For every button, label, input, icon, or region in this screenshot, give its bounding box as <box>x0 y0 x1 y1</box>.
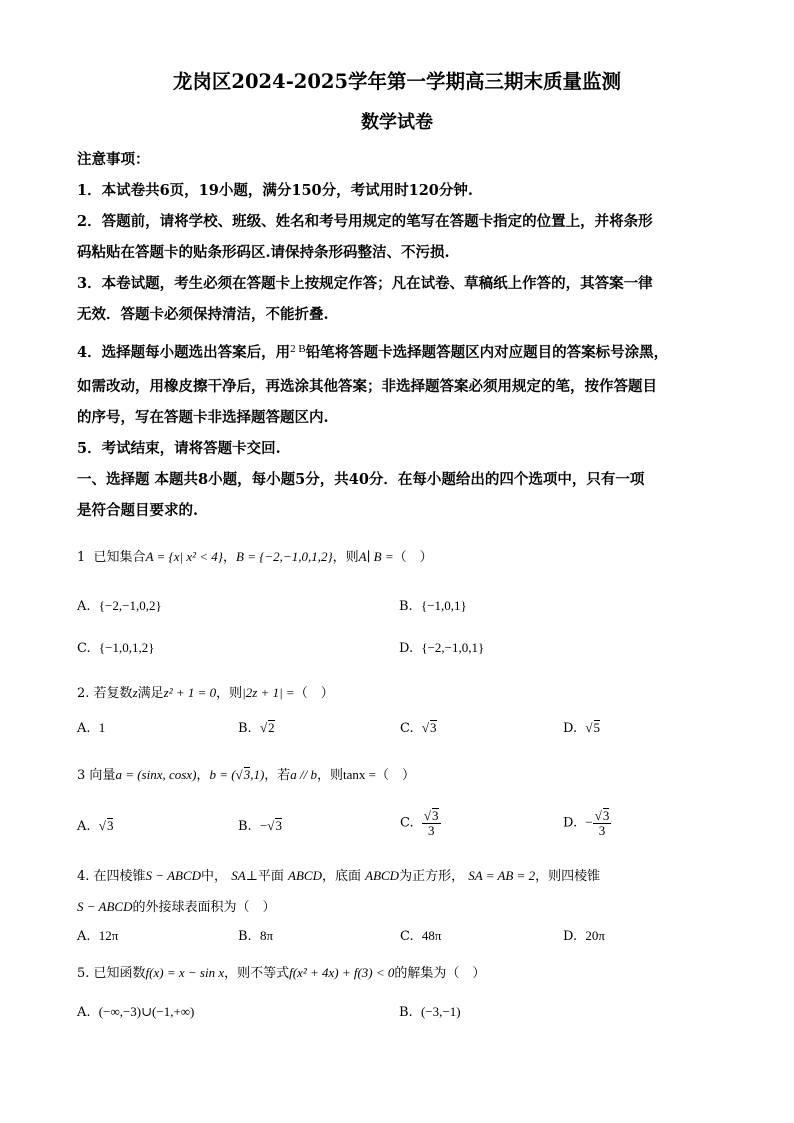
function-def: f(x) = x − sin x <box>145 965 225 980</box>
note-3-line-2: 无效．答题卡必须保持清洁，不能折叠. <box>77 306 329 323</box>
question-1-option-c: C. {−1,0,1,2} <box>77 640 155 656</box>
question-5-stem: 5. 已知函数f(x) = x − sin x，则不等式f(x² + 4x) + f(3) < 0的解集为（ ） <box>77 965 486 981</box>
question-1-option-b: B. {−1,0,1} <box>399 598 467 614</box>
question-4-option-b: B. 8π <box>238 928 274 944</box>
question-2-option-a: A. 1 <box>77 720 106 736</box>
note-3-line-1: 3．本卷试题，考生必须在答题卡上按规定作答；凡在试卷、草稿纸上作答的，其答案一律 <box>77 275 653 292</box>
section-1-line-2: 是符合题目要求的. <box>77 502 199 519</box>
tan-expr: tanx = <box>343 767 377 782</box>
equation: z² + 1 = 0 <box>163 685 217 700</box>
question-4-stem-line-2: S − ABCD的外接球表面积为（ ） <box>77 899 276 915</box>
question-3-stem: 3 向量a = (sinx, cosx)，b = (√3,1)，若a // b，则tanx =（ ） <box>77 767 416 783</box>
intersection-expr: A∣ B = <box>358 549 394 564</box>
modulus-expr: |2z + 1| = <box>242 685 295 700</box>
note-2-line-2: 码粘贴在答题卡的贴条形码区.请保持条形码整洁、不污损. <box>77 244 450 261</box>
pencil-grade: 2 B <box>290 343 306 355</box>
question-2-option-d: D. √5 <box>563 720 600 736</box>
note-1: 1．本试卷共6页，19小题，满分150分，考试用时120分钟. <box>77 182 473 199</box>
question-3-option-d: D. − $\frac{√3}{3}$ <box>563 808 610 839</box>
note-4-line-1: 4．选择题每小题选出答案后，用$^{2 B}$铅笔将答题卡选择题答题区内对应题目的答案标号涂黑， <box>77 343 669 361</box>
question-2-option-b: B. √2 <box>238 720 275 736</box>
question-4-stem-line-1: 4. 在四棱锥S − ABCD中， SA⊥平面 ABCD，底面 ABCD为正方形， SA = AB = 2，则四棱锥 <box>77 868 601 884</box>
note-2-line-1: 2．答题前，请将学校、班级、姓名和考号用规定的笔写在答题卡指定的位置上，并将条形 <box>77 213 653 230</box>
section-1-line-1: 一、选择题 本题共8小题，每小题5分，共40分．在每小题给出的四个选项中，只有一项 <box>77 471 645 488</box>
notes-heading: 注意事项： <box>77 151 150 168</box>
page-title: 龙岗区2024-2025学年第一学期高三期末质量监测 <box>172 70 622 93</box>
question-1-stem: 1 已知集合A = {x| x² < 4}，B = {−2,−1,0,1,2}，则A∣ B =（ ） <box>77 549 433 565</box>
vector-a: a = (sinx, cosx) <box>115 767 197 782</box>
question-4-option-a: A. 12π <box>77 928 119 944</box>
question-2-option-c: C. √3 <box>400 720 437 736</box>
question-5-option-b: B. (−3,−1) <box>399 1004 461 1020</box>
page-subtitle: 数学试卷 <box>361 112 433 133</box>
question-1-option-a: A. {−2,−1,0,2} <box>77 598 162 614</box>
set-a: A = {x| x² < 4} <box>145 549 223 564</box>
question-4-option-d: D. 20π <box>563 928 605 944</box>
question-3-option-b: B. −√3 <box>238 818 282 834</box>
question-1-option-d: D. {−2,−1,0,1} <box>399 640 485 656</box>
set-b: B = {−2,−1,0,1,2} <box>236 549 333 564</box>
note-5: 5．考试结束，请将答题卡交回. <box>77 440 281 457</box>
vector-b: b = (√3,1) <box>209 767 265 782</box>
question-4-option-c: C. 48π <box>400 928 442 944</box>
question-3-option-c: C. $\frac{√3}{3}$ <box>400 808 439 839</box>
question-3-option-a: A. √3 <box>77 818 114 834</box>
note-4-line-2: 如需改动，用橡皮擦干净后，再选涂其他答案；非选择题答案必须用规定的笔，按作答题目 <box>77 378 657 395</box>
parallel-condition: a // b <box>290 767 318 782</box>
question-5-option-a: A. (−∞,−3)∪(−1,+∞) <box>77 1004 195 1020</box>
question-2-stem: 2. 若复数z满足z² + 1 = 0，则|2z + 1| =（ ） <box>77 685 334 701</box>
inequality: f(x² + 4x) + f(3) < 0 <box>289 965 395 980</box>
note-4-line-3: 的序号，写在答题卡非选择题答题区内. <box>77 409 329 426</box>
